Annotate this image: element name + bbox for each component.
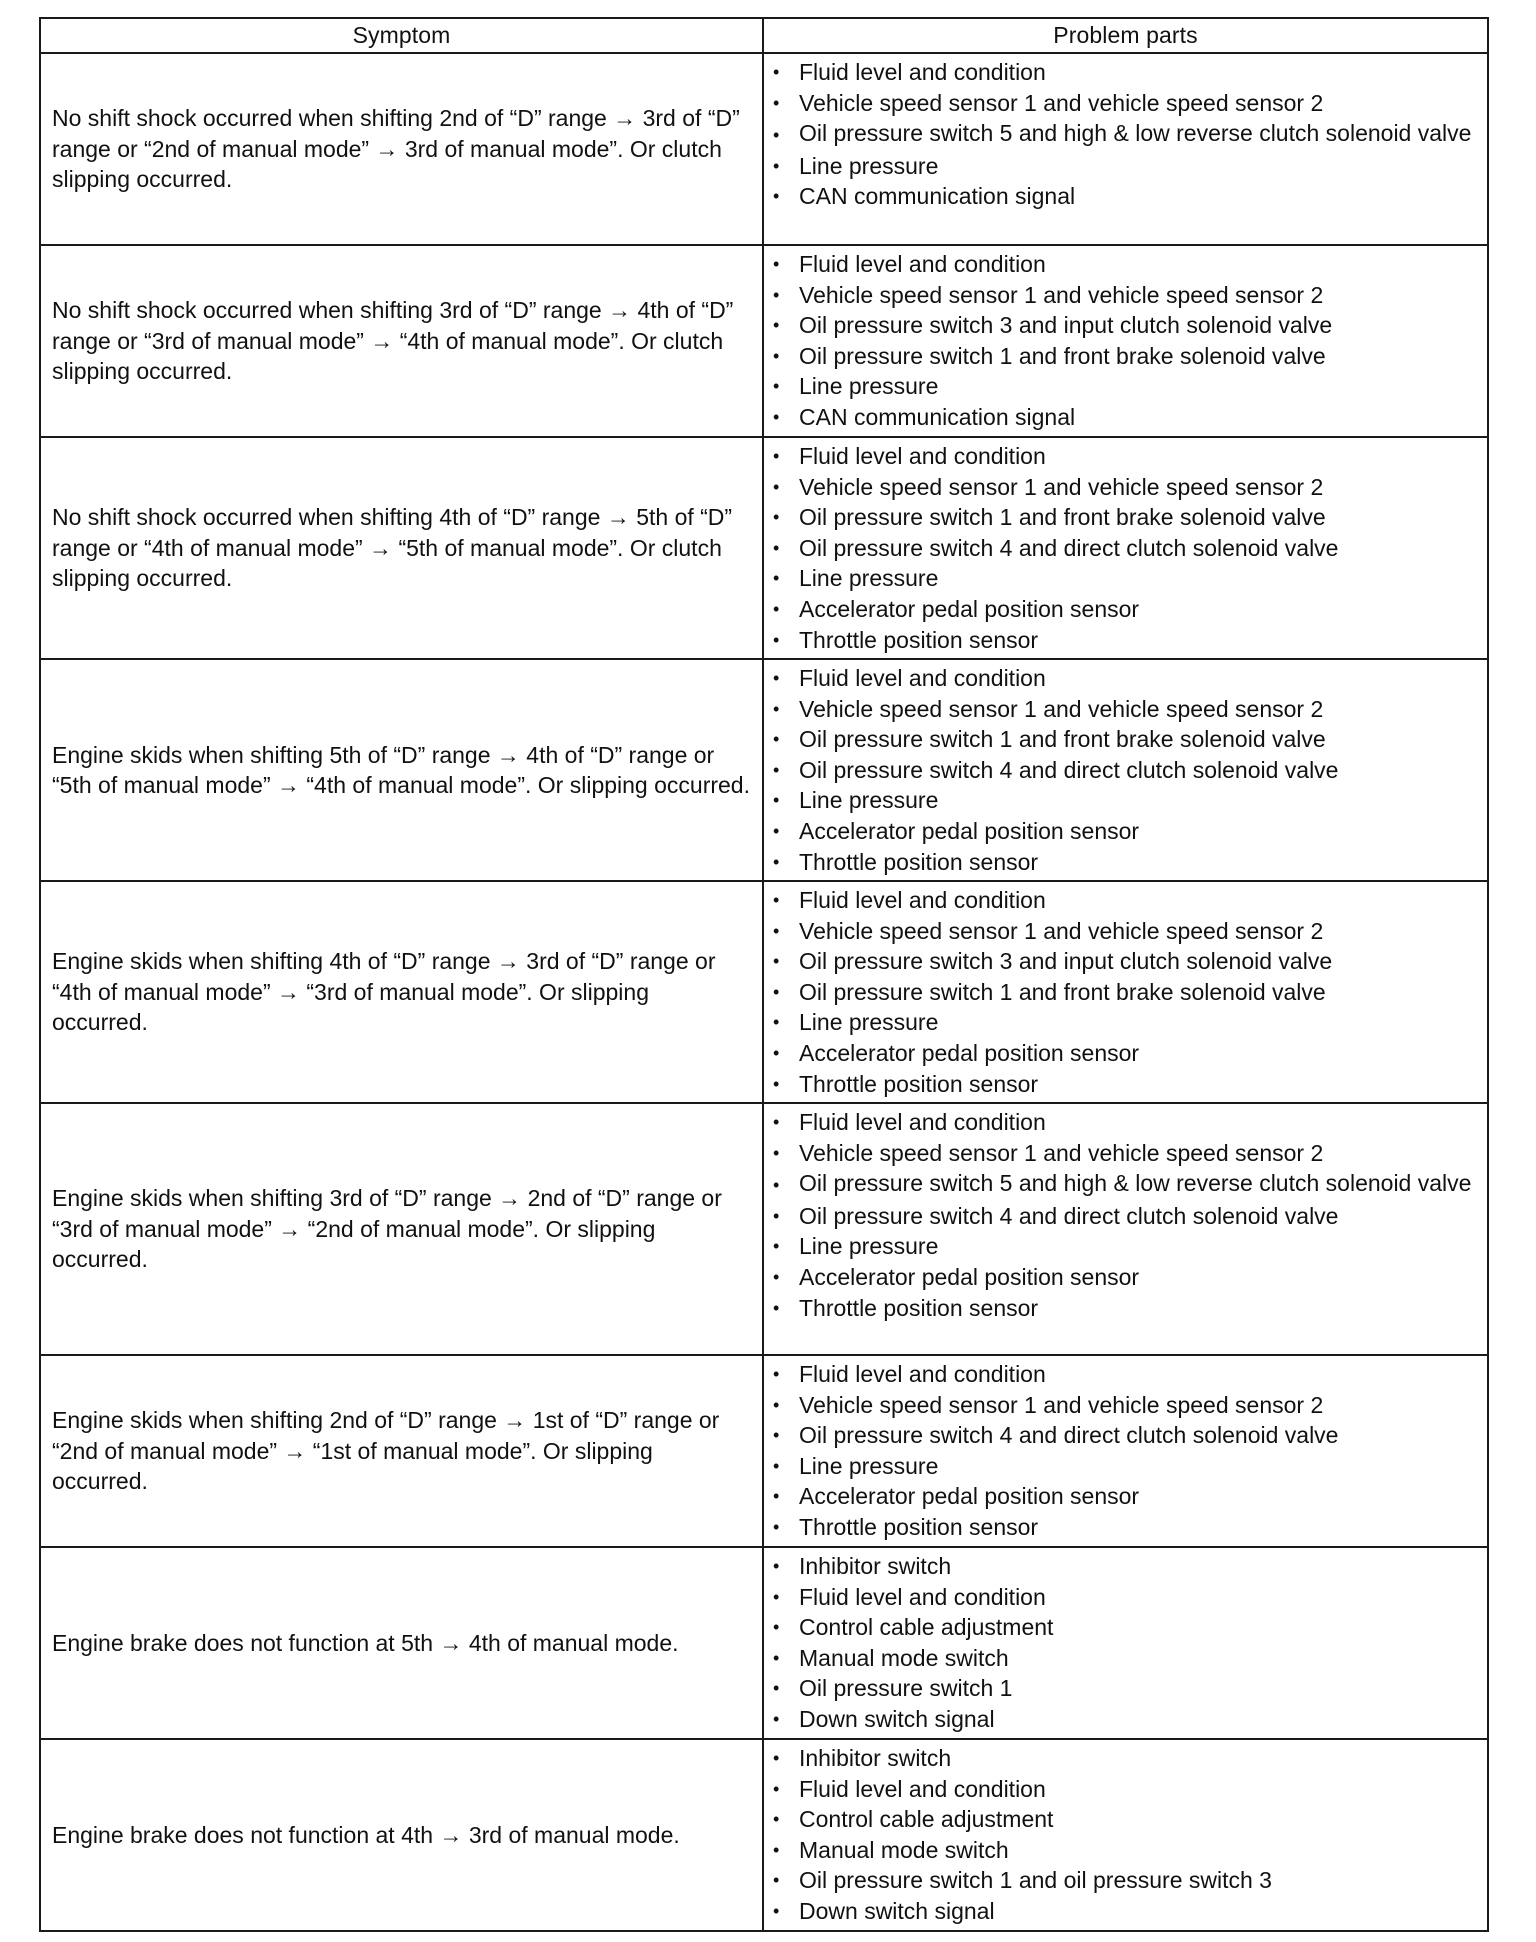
- list-item: [773, 916, 1481, 947]
- table-row: [40, 437, 1488, 659]
- problem-part-text: Line pressure: [799, 1009, 939, 1036]
- problem-part-text: Fluid level and condition: [799, 443, 1046, 469]
- problem-part-text: Vehicle speed sensor 1 and vehicle speed sensor 2: [799, 917, 1324, 944]
- bullet-icon: •: [773, 376, 780, 397]
- problem-parts-list: [773, 249, 1481, 433]
- list-item: [773, 1107, 1481, 1138]
- bullet-icon: •: [773, 1647, 780, 1668]
- table-row: [40, 1547, 1488, 1739]
- problem-part-text: Oil pressure switch 1 and oil pressure switch 3: [799, 1867, 1272, 1894]
- list-item: [773, 1804, 1481, 1835]
- bullet-icon: •: [773, 851, 780, 872]
- problem-part-text: Fluid level and condition: [799, 1361, 1046, 1387]
- bullet-icon: •: [773, 1839, 780, 1860]
- problem-part-text: Line pressure: [799, 1233, 939, 1260]
- problem-part-text: Fluid level and condition: [799, 1109, 1046, 1135]
- list-item: [773, 977, 1481, 1008]
- problem-part-text: Fluid level and condition: [799, 887, 1046, 913]
- bullet-icon: •: [773, 406, 780, 427]
- list-item: [773, 1138, 1481, 1169]
- bullet-icon: •: [773, 1870, 780, 1891]
- bullet-icon: •: [773, 1617, 780, 1638]
- symptom-cell: Engine skids when shifting 3rd of “D” range → 2nd of “D” range or “3rd of manual mode” → “2nd of manual mode”. Or slipping occurred.: [40, 1103, 763, 1355]
- bullet-icon: •: [773, 62, 780, 82]
- table-row: [40, 53, 1488, 245]
- bullet-icon: •: [773, 759, 780, 780]
- problem-part-text: Accelerator pedal position sensor: [799, 817, 1140, 844]
- bullet-icon: •: [773, 1809, 780, 1830]
- problem-parts-list: [773, 57, 1481, 212]
- bullet-icon: •: [773, 1516, 780, 1537]
- problem-part-text: Control cable adjustment: [799, 1614, 1054, 1641]
- bullet-icon: •: [773, 1012, 780, 1033]
- bullet-icon: •: [773, 1205, 780, 1226]
- bullet-icon: •: [773, 1236, 780, 1257]
- problem-part-text: Throttle position sensor: [799, 1513, 1039, 1540]
- bullet-icon: •: [773, 1486, 780, 1507]
- table-body: [40, 53, 1488, 1931]
- problem-part-text: Fluid level and condition: [799, 1583, 1046, 1610]
- problem-part-text: Throttle position sensor: [799, 848, 1039, 875]
- header-row: [40, 18, 1488, 53]
- problem-part-text: Oil pressure switch 1 and front brake solenoid valve: [799, 978, 1326, 1005]
- list-item: [773, 371, 1481, 402]
- problem-parts-list: [773, 885, 1481, 1099]
- bullet-icon: •: [773, 1900, 780, 1921]
- problem-parts-list: [773, 663, 1481, 877]
- bullet-icon: •: [773, 1175, 780, 1196]
- list-item: [773, 1481, 1481, 1512]
- problem-parts-cell: [763, 1103, 1488, 1355]
- problem-parts-cell: [763, 53, 1488, 245]
- bullet-icon: •: [773, 345, 780, 366]
- problem-part-text: Inhibitor switch: [799, 1745, 952, 1771]
- list-item: [773, 1420, 1481, 1451]
- list-item: [773, 816, 1481, 847]
- bullet-icon: •: [773, 790, 780, 811]
- header-symptom: Symptom: [40, 18, 763, 53]
- list-item: [773, 1007, 1481, 1038]
- problem-part-text: Line pressure: [799, 565, 939, 592]
- problem-part-text: Control cable adjustment: [799, 1806, 1054, 1833]
- problem-parts-list: [773, 1743, 1481, 1927]
- problem-part-text: Oil pressure switch 1: [799, 1675, 1013, 1702]
- bullet-icon: •: [773, 155, 780, 176]
- list-item: [773, 280, 1481, 311]
- bullet-icon: •: [773, 1778, 780, 1799]
- table-row: [40, 1103, 1488, 1355]
- bullet-icon: •: [773, 1042, 780, 1063]
- list-item: [773, 1201, 1481, 1232]
- problem-part-text: Fluid level and condition: [799, 665, 1046, 691]
- bullet-icon: •: [773, 951, 780, 972]
- problem-part-text: Vehicle speed sensor 1 and vehicle speed sensor 2: [799, 695, 1324, 722]
- list-item: [773, 724, 1481, 755]
- problem-part-text: Throttle position sensor: [799, 1294, 1039, 1321]
- list-item: [773, 785, 1481, 816]
- bullet-icon: •: [773, 1394, 780, 1415]
- problem-parts-cell: [763, 1547, 1488, 1739]
- problem-part-text: Vehicle speed sensor 1 and vehicle speed sensor 2: [799, 1391, 1324, 1418]
- table-row: [40, 1355, 1488, 1547]
- problem-part-text: Line pressure: [799, 152, 939, 179]
- problem-parts-list: [773, 1107, 1481, 1323]
- problem-part-text: Manual mode switch: [799, 1644, 1009, 1671]
- problem-part-text: Oil pressure switch 4 and direct clutch solenoid valve: [799, 756, 1339, 783]
- table-row: [40, 659, 1488, 881]
- list-item: [773, 310, 1481, 341]
- list-item: [773, 625, 1481, 656]
- problem-parts-cell: [763, 881, 1488, 1103]
- problem-part-text: Inhibitor switch: [799, 1553, 952, 1579]
- list-item: [773, 946, 1481, 977]
- header-problem-parts: Problem parts: [763, 18, 1488, 53]
- bullet-icon: •: [773, 920, 780, 941]
- list-item: [773, 1390, 1481, 1421]
- bullet-icon: •: [773, 315, 780, 336]
- bullet-icon: •: [773, 698, 780, 719]
- bullet-icon: •: [773, 1748, 780, 1768]
- bullet-icon: •: [773, 254, 780, 274]
- list-item: [773, 1704, 1481, 1735]
- table-row: [40, 245, 1488, 437]
- list-item: [773, 533, 1481, 564]
- problem-part-text: Fluid level and condition: [799, 59, 1046, 85]
- bullet-icon: •: [773, 820, 780, 841]
- bullet-icon: •: [773, 1266, 780, 1287]
- list-item: [773, 151, 1481, 182]
- symptom-cell: No shift shock occurred when shifting 2nd of “D” range → 3rd of “D” range or “2nd of manual mode” → 3rd of manual mode”. Or clutch slipping occurred.: [40, 53, 763, 245]
- problem-part-text: Oil pressure switch 1 and front brake solenoid valve: [799, 504, 1326, 531]
- bullet-icon: •: [773, 284, 780, 305]
- bullet-icon: •: [773, 981, 780, 1002]
- list-item: [773, 1774, 1481, 1805]
- bullet-icon: •: [773, 668, 780, 688]
- list-item: [773, 1865, 1481, 1896]
- bullet-icon: •: [773, 729, 780, 750]
- problem-part-text: Throttle position sensor: [799, 626, 1039, 653]
- symptom-cell: Engine skids when shifting 4th of “D” range → 3rd of “D” range or “4th of manual mode” → “3rd of manual mode”. Or slipping occurred.: [40, 881, 763, 1103]
- problem-part-text: Oil pressure switch 1 and front brake solenoid valve: [799, 342, 1326, 369]
- bullet-icon: •: [773, 629, 780, 650]
- bullet-icon: •: [773, 1708, 780, 1729]
- list-item: [773, 563, 1481, 594]
- problem-part-text: Accelerator pedal position sensor: [799, 1263, 1140, 1290]
- problem-parts-cell: [763, 659, 1488, 881]
- list-item: [773, 1643, 1481, 1674]
- bullet-icon: •: [773, 1425, 780, 1446]
- list-item: [773, 1038, 1481, 1069]
- problem-part-text: Oil pressure switch 4 and direct clutch solenoid valve: [799, 1202, 1339, 1229]
- bullet-icon: •: [773, 125, 780, 146]
- list-item: [773, 1231, 1481, 1262]
- bullet-icon: •: [773, 568, 780, 589]
- list-item: [773, 1673, 1481, 1704]
- problem-part-text: Fluid level and condition: [799, 1775, 1046, 1802]
- bullet-icon: •: [773, 598, 780, 619]
- list-item: [773, 1896, 1481, 1927]
- bullet-icon: •: [773, 1297, 780, 1318]
- problem-part-text: CAN communication signal: [799, 403, 1076, 430]
- bullet-icon: •: [773, 476, 780, 497]
- list-item: [773, 1359, 1481, 1390]
- symptom-cell: Engine skids when shifting 5th of “D” range → 4th of “D” range or “5th of manual mode” → “4th of manual mode”. Or slipping occurred.: [40, 659, 763, 881]
- list-item: [773, 341, 1481, 372]
- table-row: [40, 1739, 1488, 1931]
- bullet-icon: •: [773, 92, 780, 113]
- symptom-cell: No shift shock occurred when shifting 3rd of “D” range → 4th of “D” range or “3rd of manual mode” → “4th of manual mode”. Or clutch slipping occurred.: [40, 245, 763, 437]
- list-item: [773, 694, 1481, 725]
- list-item: [773, 847, 1481, 878]
- list-item: [773, 1293, 1481, 1324]
- problem-part-text: Line pressure: [799, 1452, 939, 1479]
- problem-parts-list: [773, 1359, 1481, 1543]
- problem-part-text: Fluid level and condition: [799, 251, 1046, 277]
- problem-part-text: Down switch signal: [799, 1705, 995, 1732]
- list-item: [773, 249, 1481, 280]
- problem-parts-list: [773, 441, 1481, 655]
- symptom-cell: Engine brake does not function at 5th → 4th of manual mode.: [40, 1547, 763, 1739]
- list-item: [773, 472, 1481, 503]
- bullet-icon: •: [773, 1112, 780, 1132]
- problem-part-text: Vehicle speed sensor 1 and vehicle speed sensor 2: [799, 1139, 1324, 1166]
- problem-part-text: Accelerator pedal position sensor: [799, 1483, 1140, 1510]
- problem-part-text: Oil pressure switch 4 and direct clutch solenoid valve: [799, 1422, 1339, 1449]
- list-item: [773, 502, 1481, 533]
- problem-part-text: Oil pressure switch 3 and input clutch solenoid valve: [799, 948, 1333, 975]
- problem-part-text: Vehicle speed sensor 1 and vehicle speed sensor 2: [799, 89, 1324, 116]
- problem-part-text: CAN communication signal: [799, 183, 1076, 210]
- list-item: [773, 1262, 1481, 1293]
- symptom-cell: No shift shock occurred when shifting 4th of “D” range → 5th of “D” range or “4th of manual mode” → “5th of manual mode”. Or clutch slipping occurred.: [40, 437, 763, 659]
- problem-part-text: Oil pressure switch 5 and high & low reverse clutch solenoid valve: [799, 120, 1472, 147]
- bullet-icon: •: [773, 1364, 780, 1384]
- list-item: [773, 181, 1481, 212]
- bullet-icon: •: [773, 890, 780, 910]
- list-item: [773, 1835, 1481, 1866]
- problem-part-text: Accelerator pedal position sensor: [799, 595, 1140, 622]
- list-item: [773, 402, 1481, 433]
- list-item: [773, 594, 1481, 625]
- problem-part-text: Vehicle speed sensor 1 and vehicle speed sensor 2: [799, 281, 1324, 308]
- bullet-icon: •: [773, 1556, 780, 1576]
- list-item: [773, 1069, 1481, 1100]
- list-item: [773, 755, 1481, 786]
- symptom-cell: Engine skids when shifting 2nd of “D” range → 1st of “D” range or “2nd of manual mode” → “1st of manual mode”. Or slipping occurred.: [40, 1355, 763, 1547]
- problem-part-text: Throttle position sensor: [799, 1070, 1039, 1097]
- problem-parts-cell: [763, 1355, 1488, 1547]
- list-item: [773, 1582, 1481, 1613]
- bullet-icon: •: [773, 1455, 780, 1476]
- list-item: [773, 1743, 1481, 1774]
- list-item: [773, 441, 1481, 472]
- symptom-cell: Engine brake does not function at 4th → 3rd of manual mode.: [40, 1739, 763, 1931]
- list-item: [773, 885, 1481, 916]
- bullet-icon: •: [773, 507, 780, 528]
- bullet-icon: •: [773, 1678, 780, 1699]
- bullet-icon: •: [773, 186, 780, 207]
- list-item: [773, 1168, 1481, 1201]
- list-item: [773, 1551, 1481, 1582]
- problem-part-text: Line pressure: [799, 787, 939, 814]
- problem-parts-cell: [763, 1739, 1488, 1931]
- problem-part-text: Manual mode switch: [799, 1836, 1009, 1863]
- problem-part-text: Line pressure: [799, 373, 939, 400]
- symptom-table: [39, 17, 1489, 1932]
- problem-part-text: Vehicle speed sensor 1 and vehicle speed sensor 2: [799, 473, 1324, 500]
- bullet-icon: •: [773, 1073, 780, 1094]
- problem-parts-cell: [763, 245, 1488, 437]
- problem-part-text: Down switch signal: [799, 1897, 995, 1924]
- bullet-icon: •: [773, 446, 780, 466]
- list-item: [773, 663, 1481, 694]
- list-item: [773, 1612, 1481, 1643]
- list-item: [773, 1512, 1481, 1543]
- bullet-icon: •: [773, 537, 780, 558]
- list-item: [773, 57, 1481, 88]
- problem-part-text: Oil pressure switch 4 and direct clutch solenoid valve: [799, 534, 1339, 561]
- problem-part-text: Oil pressure switch 3 and input clutch solenoid valve: [799, 312, 1333, 339]
- list-item: [773, 88, 1481, 119]
- problem-parts-list: [773, 1551, 1481, 1735]
- bullet-icon: •: [773, 1586, 780, 1607]
- list-item: [773, 1451, 1481, 1482]
- problem-part-text: Accelerator pedal position sensor: [799, 1039, 1140, 1066]
- list-item: [773, 118, 1481, 151]
- bullet-icon: •: [773, 1142, 780, 1163]
- problem-part-text: Oil pressure switch 1 and front brake solenoid valve: [799, 726, 1326, 753]
- table-row: [40, 881, 1488, 1103]
- problem-part-text: Oil pressure switch 5 and high & low reverse clutch solenoid valve: [799, 1170, 1472, 1197]
- problem-parts-cell: [763, 437, 1488, 659]
